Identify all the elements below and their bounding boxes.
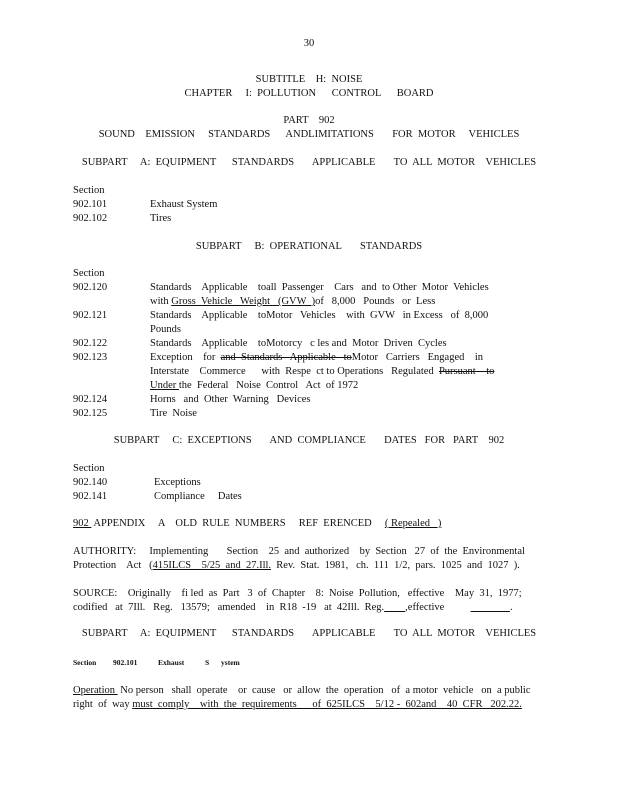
blank-field bbox=[471, 602, 510, 613]
section-title: Exception for and Standards Applicable toMotor Carriers Engaged in bbox=[150, 352, 484, 363]
struck-text: and Standards Applicable to bbox=[220, 352, 352, 363]
section-heading-number: 902.101 bbox=[113, 658, 138, 667]
operation-lead: Operation bbox=[73, 685, 118, 696]
section-label: Section bbox=[73, 268, 105, 279]
section-number: 902.120 bbox=[73, 282, 108, 293]
section-title: Tire Noise bbox=[150, 408, 197, 419]
subpart-b-heading: SUBPART B: OPERATIONAL STANDARDS bbox=[195, 241, 423, 252]
section-number: 902.102 bbox=[73, 213, 108, 224]
authority-line-1: AUTHORITY: Implementing Section 25 and authorized by Section 27 of the Environmental bbox=[73, 546, 525, 557]
operation-line-1: Operation No person shall operate or cause or allow the operation of a motor vehicle on a public bbox=[73, 685, 531, 696]
section-label: Section bbox=[73, 463, 105, 474]
struck-text: Pursuant to bbox=[438, 366, 495, 377]
section-title-continued: Pounds bbox=[150, 324, 181, 335]
section-heading-label: Section bbox=[73, 658, 97, 667]
section-title: Tires bbox=[150, 213, 172, 224]
chapter-heading: CHAPTER I: POLLUTION CONTROL BOARD bbox=[184, 88, 434, 99]
part-heading: PART 902 bbox=[283, 115, 335, 126]
section-title: Standards Applicable toall Passenger Cars and to Other Motor Vehicles bbox=[150, 282, 489, 293]
source-line-1: SOURCE: Originally fi led as Part 3 of Chapter 8: Noise Pollution, effective May 31, 1977; bbox=[73, 588, 522, 599]
section-number: 902.125 bbox=[73, 408, 108, 419]
section-label: Section bbox=[73, 185, 105, 196]
section-title-continued: Under the Federal Noise Control Act of 1972 bbox=[150, 380, 359, 391]
blank-field bbox=[384, 602, 405, 613]
subtitle-heading: SUBTITLE H: NOISE bbox=[255, 74, 363, 85]
section-title: Standards Applicable toMotor Vehicles with GVW in Excess of 8,000 bbox=[150, 310, 489, 321]
section-number: 902.121 bbox=[73, 310, 108, 321]
subpart-c-heading: SUBPART C: EXCEPTIONS AND COMPLIANCE DATES FOR PART 902 bbox=[113, 435, 505, 446]
section-number: 902.124 bbox=[73, 394, 108, 405]
section-number: 902.140 bbox=[73, 477, 108, 488]
authority-line-2: Protection Act (415ILCS 5/25 and 27.Ill. Rev. Stat. 1981, ch. 111 1/2, pars. 1025 and 1027 ). bbox=[73, 560, 520, 571]
section-title: Standards Applicable toMotorcy c les and Motor Driven Cycles bbox=[150, 338, 447, 349]
inserted-text: Under bbox=[150, 380, 179, 391]
subpart-a-heading-repeat: SUBPART A: EQUIPMENT STANDARDS APPLICABLE TO ALL MOTOR VEHICLES bbox=[81, 628, 537, 639]
section-title-continued: Interstate Commerce with Respe ct to Operations Regulated Pursuant to bbox=[150, 366, 495, 377]
section-number: 902.122 bbox=[73, 338, 108, 349]
part-title: SOUND EMISSION STANDARDS ANDLIMITATIONS FOR MOTOR VEHICLES bbox=[98, 129, 520, 140]
section-title: Exceptions bbox=[154, 477, 201, 488]
section-title: Compliance Dates bbox=[154, 491, 242, 502]
repealed-label: ( Repealed ) bbox=[384, 518, 442, 529]
section-heading-title-2: S ystem bbox=[205, 658, 240, 667]
appendix-line: 902 APPENDIX A OLD RULE NUMBERS REF ERENCED ( Repealed ) bbox=[73, 518, 442, 529]
subpart-a-heading: SUBPART A: EQUIPMENT STANDARDS APPLICABLE TO ALL MOTOR VEHICLES bbox=[81, 157, 537, 168]
section-heading-title: Exhaust bbox=[158, 658, 185, 667]
source-line-2: codified at 7Ill. Reg. 13579; amended in R18 -19 at 42Ill. Reg. ,effective . bbox=[73, 602, 513, 613]
inserted-text: must comply with the requirements of 625ILCS 5/12 - 602and 40 CFR 202.22. bbox=[132, 699, 522, 710]
section-title-continued: with Gross Vehicle Weight (GVW )of 8,000 Pounds or Less bbox=[150, 296, 436, 307]
section-number: 902.141 bbox=[73, 491, 108, 502]
operation-line-2: right of way must comply with the requirements of 625ILCS 5/12 - 602and 40 CFR 202.22. bbox=[73, 699, 522, 710]
section-title: Horns and Other Warning Devices bbox=[150, 394, 311, 405]
section-title: Exhaust System bbox=[150, 199, 218, 210]
section-number: 902.123 bbox=[73, 352, 108, 363]
page-number: 30 bbox=[303, 38, 315, 49]
section-number: 902.101 bbox=[73, 199, 108, 210]
